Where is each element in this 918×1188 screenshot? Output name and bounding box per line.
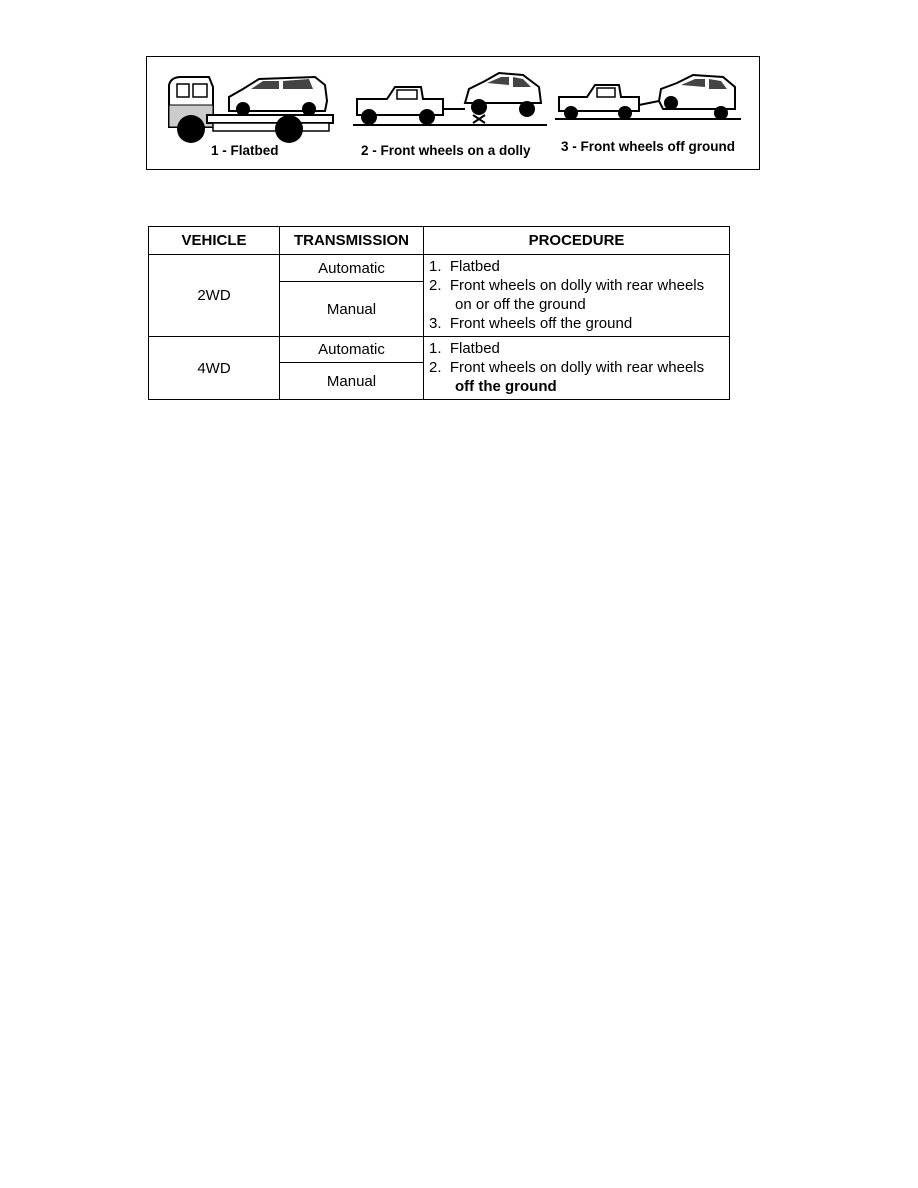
vehicle-cell: 4WD	[149, 337, 280, 400]
towing-methods-figure	[146, 56, 760, 170]
dolly-tow-illustration	[353, 73, 547, 125]
procedure-line: on or off the ground	[455, 296, 586, 313]
procedure-line: 2. Front wheels on dolly with rear wheels	[429, 277, 705, 294]
procedure-line: 1. Flatbed	[429, 258, 500, 275]
transmission-cell: Manual	[280, 363, 424, 400]
procedure-line: off the ground	[455, 378, 557, 395]
caption-flatbed: 1 - Flatbed	[211, 143, 279, 158]
table-header-row	[149, 227, 730, 255]
caption-wheels-off-ground: 3 - Front wheels off ground	[561, 139, 735, 154]
wheel-lift-tow-illustration	[555, 75, 741, 120]
towing-procedure-table	[148, 226, 730, 400]
procedure-cell	[424, 337, 730, 400]
procedure-line: 1. Flatbed	[429, 340, 500, 357]
transmission-cell: Automatic	[280, 337, 424, 363]
header-vehicle: VEHICLE	[149, 227, 280, 255]
procedure-cell	[424, 255, 730, 337]
table-row	[149, 255, 730, 282]
flatbed-truck-illustration	[169, 77, 333, 143]
vehicle-cell: 2WD	[149, 255, 280, 337]
header-procedure: PROCEDURE	[424, 227, 730, 255]
procedure-line: 3. Front wheels off the ground	[429, 315, 633, 332]
transmission-cell: Manual	[280, 282, 424, 337]
caption-dolly: 2 - Front wheels on a dolly	[361, 143, 531, 158]
header-transmission: TRANSMISSION	[280, 227, 424, 255]
procedure-line: 2. Front wheels on dolly with rear wheels	[429, 359, 705, 376]
transmission-cell: Automatic	[280, 255, 424, 282]
table-row	[149, 337, 730, 363]
